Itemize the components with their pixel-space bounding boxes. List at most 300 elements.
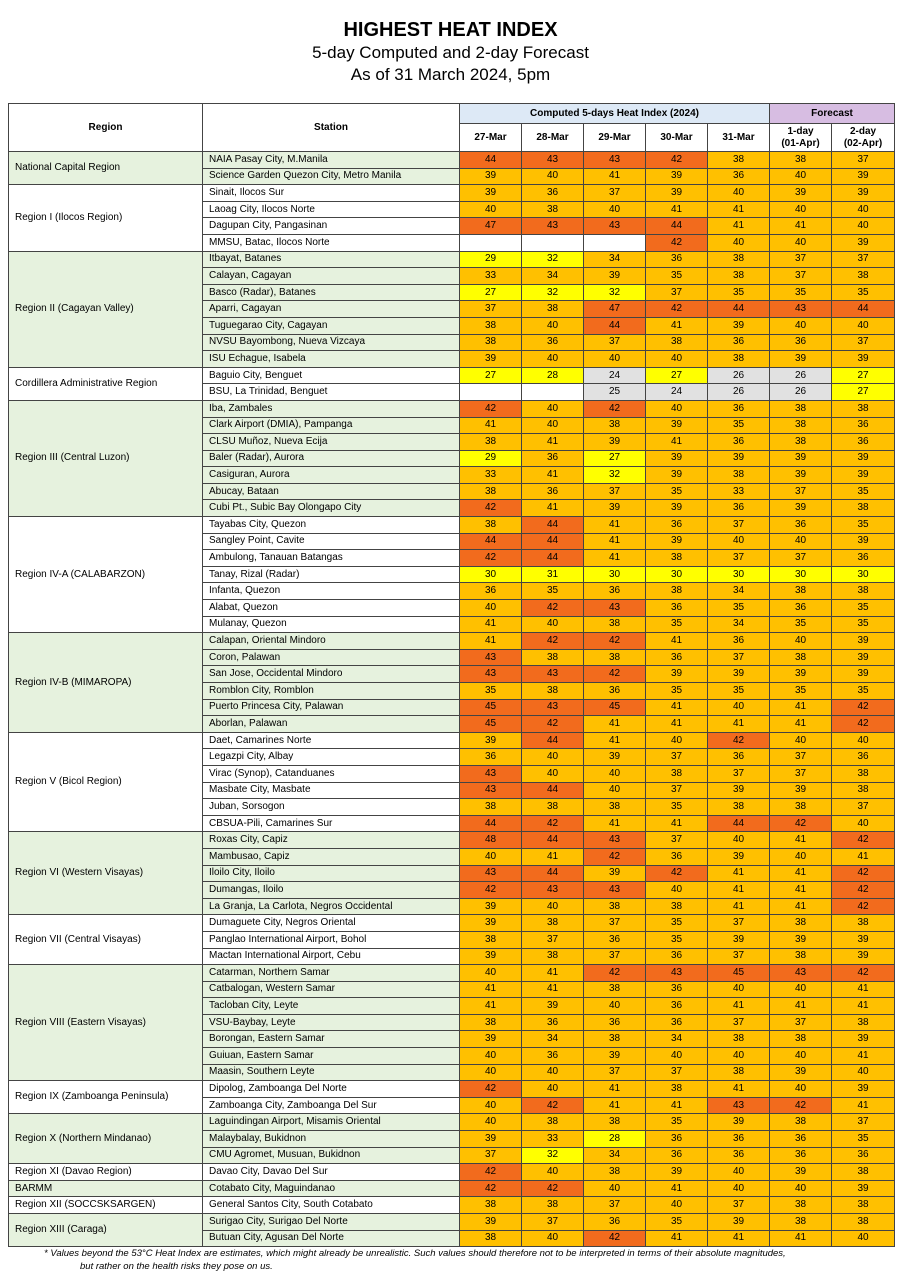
station-cell: Davao City, Davao Del Sur — [203, 1164, 460, 1181]
computed-value-cell: 32 — [522, 284, 584, 301]
computed-value-cell: 39 — [460, 168, 522, 185]
computed-value-cell: 39 — [646, 417, 708, 434]
forecast-value-cell: 39 — [832, 1031, 895, 1048]
station-cell: Alabat, Quezon — [203, 600, 460, 617]
computed-value-cell: 41 — [646, 434, 708, 451]
forecast-value-cell: 37 — [770, 749, 832, 766]
computed-value-cell: 37 — [584, 1064, 646, 1081]
computed-value-cell: 38 — [522, 301, 584, 318]
computed-value-cell: 40 — [646, 732, 708, 749]
computed-value-cell: 38 — [584, 417, 646, 434]
computed-value-cell: 42 — [460, 400, 522, 417]
computed-value-cell: 33 — [460, 268, 522, 285]
station-cell: San Jose, Occidental Mindoro — [203, 666, 460, 683]
forecast-value-cell: 35 — [832, 600, 895, 617]
forecast-value-cell: 41 — [770, 832, 832, 849]
computed-value-cell: 41 — [584, 533, 646, 550]
computed-value-cell: 35 — [646, 915, 708, 932]
computed-value-cell: 27 — [460, 284, 522, 301]
forecast-value-cell: 42 — [832, 865, 895, 882]
computed-value-cell: 38 — [460, 334, 522, 351]
computed-value-cell: 38 — [584, 1114, 646, 1131]
computed-value-cell: 40 — [584, 765, 646, 782]
computed-value-cell: 38 — [460, 1014, 522, 1031]
computed-value-cell: 37 — [584, 334, 646, 351]
computed-value-cell: 39 — [584, 434, 646, 451]
station-cell: Panglao International Airport, Bohol — [203, 931, 460, 948]
computed-value-cell: 41 — [708, 998, 770, 1015]
footnote-line-1: * Values beyond the 53°C Heat Index are estimates, which might already be unrealistic. Such values should therefore not to be interpreted in terms of their absolute magnitudes, — [44, 1248, 786, 1259]
computed-value-cell: 40 — [460, 1064, 522, 1081]
computed-value-cell: 36 — [646, 517, 708, 534]
computed-value-cell: 40 — [522, 1230, 584, 1247]
computed-value-cell: 36 — [646, 948, 708, 965]
forecast-value-cell: 42 — [832, 699, 895, 716]
forecast-value-cell: 38 — [770, 1031, 832, 1048]
computed-value-cell: 36 — [522, 450, 584, 467]
computed-value-cell: 44 — [460, 815, 522, 832]
computed-value-cell: 30 — [584, 566, 646, 583]
computed-value-cell: 36 — [584, 583, 646, 600]
forecast-value-cell: 38 — [770, 417, 832, 434]
computed-value-cell: 36 — [708, 168, 770, 185]
forecast-value-cell: 36 — [832, 434, 895, 451]
computed-value-cell: 37 — [460, 1147, 522, 1164]
forecast-value-cell: 40 — [832, 732, 895, 749]
forecast-value-cell: 42 — [832, 882, 895, 899]
computed-value-cell: 41 — [584, 716, 646, 733]
region-cell: Region III (Central Luzon) — [9, 400, 203, 516]
computed-value-cell: 36 — [708, 1147, 770, 1164]
computed-value-cell: 39 — [708, 666, 770, 683]
computed-value-cell: 39 — [584, 1048, 646, 1065]
forecast-value-cell: 39 — [832, 467, 895, 484]
table-row — [9, 251, 895, 268]
computed-value-cell: 38 — [646, 1081, 708, 1098]
computed-value-cell: 43 — [522, 699, 584, 716]
computed-value-cell: 36 — [584, 1014, 646, 1031]
computed-value-cell: 36 — [646, 981, 708, 998]
heat-index-table — [8, 103, 895, 1247]
forecast-value-cell: 36 — [770, 517, 832, 534]
forecast-value-cell: 37 — [770, 268, 832, 285]
forecast-value-cell: 39 — [770, 1064, 832, 1081]
forecast-value-cell: 40 — [770, 201, 832, 218]
station-cell: Sinait, Ilocos Sur — [203, 185, 460, 202]
forecast-value-cell: 41 — [832, 1048, 895, 1065]
station-cell: Tanay, Rizal (Radar) — [203, 566, 460, 583]
forecast-value-cell: 39 — [832, 533, 895, 550]
computed-value-cell: 42 — [522, 1097, 584, 1114]
computed-value-cell: 40 — [708, 832, 770, 849]
computed-value-cell: 42 — [646, 152, 708, 169]
computed-value-cell: 44 — [584, 317, 646, 334]
computed-value-cell: 43 — [584, 882, 646, 899]
station-cell: Dipolog, Zamboanga Del Norte — [203, 1081, 460, 1098]
computed-value-cell: 37 — [708, 649, 770, 666]
report-title: HIGHEST HEAT INDEX — [343, 19, 558, 41]
computed-value-cell: 40 — [646, 400, 708, 417]
computed-value-cell — [584, 234, 646, 251]
region-cell: Region VIII (Eastern Visayas) — [9, 965, 203, 1081]
forecast-value-cell: 37 — [770, 1014, 832, 1031]
computed-value-cell: 40 — [522, 168, 584, 185]
forecast-value-cell: 38 — [770, 1114, 832, 1131]
forecast-day-header-0: 1-day (01-Apr) — [770, 124, 832, 152]
forecast-value-cell: 38 — [832, 1214, 895, 1231]
forecast-value-cell: 39 — [832, 1081, 895, 1098]
forecast-value-cell: 38 — [770, 434, 832, 451]
computed-value-cell: 36 — [460, 749, 522, 766]
forecast-value-cell: 41 — [832, 981, 895, 998]
computed-value-cell: 41 — [646, 1180, 708, 1197]
computed-value-cell: 40 — [708, 1048, 770, 1065]
computed-value-cell: 36 — [584, 1214, 646, 1231]
computed-value-cell: 35 — [646, 799, 708, 816]
computed-value-cell: 31 — [522, 566, 584, 583]
station-cell: Itbayat, Batanes — [203, 251, 460, 268]
table-row — [9, 1114, 895, 1131]
computed-value-cell: 38 — [584, 1164, 646, 1181]
computed-value-cell: 41 — [646, 201, 708, 218]
station-cell: BSU, La Trinidad, Benguet — [203, 384, 460, 401]
computed-value-cell: 44 — [522, 732, 584, 749]
computed-value-cell: 37 — [708, 1197, 770, 1214]
forecast-value-cell: 42 — [832, 898, 895, 915]
computed-value-cell: 39 — [460, 898, 522, 915]
station-cell: Sangley Point, Cavite — [203, 533, 460, 550]
forecast-value-cell: 38 — [832, 268, 895, 285]
computed-value-cell: 38 — [460, 1197, 522, 1214]
computed-value-cell: 41 — [646, 317, 708, 334]
station-cell: Iba, Zambales — [203, 400, 460, 417]
computed-value-cell: 36 — [646, 1131, 708, 1148]
forecast-value-cell: 38 — [770, 649, 832, 666]
forecast-value-cell: 40 — [770, 533, 832, 550]
computed-value-cell: 41 — [646, 716, 708, 733]
forecast-value-cell: 41 — [770, 865, 832, 882]
forecast-value-cell: 40 — [832, 317, 895, 334]
computed-value-cell: 34 — [584, 251, 646, 268]
station-cell: Malaybalay, Bukidnon — [203, 1131, 460, 1148]
computed-value-cell: 42 — [522, 600, 584, 617]
station-cell: MMSU, Batac, Ilocos Norte — [203, 234, 460, 251]
computed-value-cell: 40 — [646, 351, 708, 368]
forecast-value-cell: 38 — [770, 1197, 832, 1214]
forecast-value-cell: 41 — [770, 998, 832, 1015]
forecast-value-cell: 37 — [832, 799, 895, 816]
computed-value-cell: 36 — [708, 633, 770, 650]
day-header-1: 28-Mar — [522, 124, 584, 152]
forecast-value-cell: 39 — [770, 185, 832, 202]
computed-value-cell: 36 — [522, 185, 584, 202]
forecast-value-cell: 37 — [832, 152, 895, 169]
station-cell: Masbate City, Masbate — [203, 782, 460, 799]
computed-value-cell: 40 — [708, 185, 770, 202]
computed-value-cell: 41 — [584, 168, 646, 185]
station-cell: Maasin, Southern Leyte — [203, 1064, 460, 1081]
computed-value-cell: 37 — [584, 948, 646, 965]
computed-value-cell: 43 — [460, 649, 522, 666]
computed-value-cell: 35 — [708, 600, 770, 617]
computed-value-cell: 39 — [646, 666, 708, 683]
table-row — [9, 732, 895, 749]
computed-value-cell: 38 — [708, 268, 770, 285]
footnote — [44, 1247, 786, 1273]
computed-value-cell: 40 — [522, 400, 584, 417]
region-cell: Region XII (SOCCSKSARGEN) — [9, 1197, 203, 1214]
computed-value-cell: 36 — [646, 848, 708, 865]
computed-value-cell: 45 — [584, 699, 646, 716]
station-cell: NVSU Bayombong, Nueva Vizcaya — [203, 334, 460, 351]
forecast-value-cell: 40 — [770, 317, 832, 334]
computed-value-cell: 39 — [646, 467, 708, 484]
computed-value-cell: 42 — [584, 965, 646, 982]
forecast-value-cell: 41 — [770, 1230, 832, 1247]
forecast-value-cell: 35 — [832, 616, 895, 633]
computed-value-cell: 42 — [460, 550, 522, 567]
forecast-value-cell: 26 — [770, 384, 832, 401]
station-cell: General Santos City, South Cotabato — [203, 1197, 460, 1214]
forecast-value-cell: 39 — [770, 351, 832, 368]
computed-value-cell: 36 — [522, 483, 584, 500]
computed-value-cell — [522, 234, 584, 251]
computed-value-cell: 42 — [584, 666, 646, 683]
station-cell: Calayan, Cagayan — [203, 268, 460, 285]
computed-value-cell: 37 — [646, 832, 708, 849]
computed-value-cell: 40 — [522, 765, 584, 782]
computed-value-cell: 41 — [460, 417, 522, 434]
computed-value-cell: 41 — [708, 201, 770, 218]
computed-value-cell: 39 — [460, 1031, 522, 1048]
computed-value-cell: 35 — [522, 583, 584, 600]
computed-value-cell: 38 — [584, 649, 646, 666]
computed-value-cell: 38 — [460, 434, 522, 451]
day-header-2: 29-Mar — [584, 124, 646, 152]
region-cell: Region VII (Central Visayas) — [9, 915, 203, 965]
computed-value-cell: 42 — [460, 1180, 522, 1197]
computed-value-cell: 41 — [646, 699, 708, 716]
table-row — [9, 185, 895, 202]
station-cell: Tayabas City, Quezon — [203, 517, 460, 534]
station-cell: Tacloban City, Leyte — [203, 998, 460, 1015]
station-cell: Mulanay, Quezon — [203, 616, 460, 633]
computed-value-cell: 29 — [460, 251, 522, 268]
computed-value-cell: 39 — [584, 749, 646, 766]
forecast-value-cell: 26 — [770, 367, 832, 384]
computed-value-cell: 38 — [460, 931, 522, 948]
computed-value-cell: 45 — [460, 699, 522, 716]
station-cell: Daet, Camarines Norte — [203, 732, 460, 749]
computed-value-cell: 39 — [584, 865, 646, 882]
forecast-value-cell: 39 — [832, 666, 895, 683]
computed-value-cell: 39 — [646, 1164, 708, 1181]
region-column-header: Region — [9, 104, 203, 152]
station-cell: VSU-Baybay, Leyte — [203, 1014, 460, 1031]
station-cell: Dagupan City, Pangasinan — [203, 218, 460, 235]
station-cell: Laoag City, Ilocos Norte — [203, 201, 460, 218]
computed-value-cell: 40 — [584, 998, 646, 1015]
computed-value-cell: 41 — [708, 716, 770, 733]
computed-value-cell: 37 — [522, 1214, 584, 1231]
forecast-value-cell: 41 — [770, 882, 832, 899]
computed-value-cell: 41 — [522, 981, 584, 998]
heat-index-body — [9, 152, 895, 1247]
computed-value-cell: 44 — [522, 550, 584, 567]
computed-value-cell: 39 — [708, 1214, 770, 1231]
region-cell: Region VI (Western Visayas) — [9, 832, 203, 915]
station-cell: Clark Airport (DMIA), Pampanga — [203, 417, 460, 434]
computed-value-cell: 37 — [708, 550, 770, 567]
station-cell: Iloilo City, Iloilo — [203, 865, 460, 882]
computed-value-cell: 39 — [584, 500, 646, 517]
computed-value-cell: 38 — [646, 898, 708, 915]
station-cell: Dumangas, Iloilo — [203, 882, 460, 899]
computed-value-cell: 37 — [584, 185, 646, 202]
forecast-value-cell: 36 — [832, 550, 895, 567]
computed-value-cell: 38 — [460, 1230, 522, 1247]
forecast-value-cell: 38 — [832, 1014, 895, 1031]
station-cell: Butuan City, Agusan Del Norte — [203, 1230, 460, 1247]
forecast-value-cell: 35 — [770, 616, 832, 633]
computed-value-cell: 39 — [460, 185, 522, 202]
computed-value-cell: 36 — [708, 1131, 770, 1148]
forecast-value-cell: 36 — [832, 749, 895, 766]
computed-value-cell: 26 — [708, 384, 770, 401]
computed-value-cell: 37 — [708, 517, 770, 534]
forecast-value-cell: 40 — [770, 168, 832, 185]
forecast-value-cell: 36 — [832, 417, 895, 434]
station-cell: Abucay, Bataan — [203, 483, 460, 500]
computed-value-cell: 39 — [708, 931, 770, 948]
computed-value-cell: 37 — [646, 749, 708, 766]
computed-value-cell: 41 — [522, 467, 584, 484]
station-cell: Roxas City, Capiz — [203, 832, 460, 849]
forecast-value-cell: 38 — [832, 1197, 895, 1214]
station-cell: Catarman, Northern Samar — [203, 965, 460, 982]
computed-value-cell: 35 — [460, 683, 522, 700]
computed-value-cell: 40 — [646, 882, 708, 899]
forecast-value-cell: 38 — [832, 400, 895, 417]
computed-value-cell: 36 — [522, 334, 584, 351]
computed-value-cell: 44 — [460, 533, 522, 550]
computed-value-cell: 42 — [460, 1164, 522, 1181]
computed-value-cell: 37 — [460, 301, 522, 318]
forecast-value-cell: 39 — [832, 234, 895, 251]
computed-value-cell: 42 — [646, 301, 708, 318]
computed-value-cell: 30 — [460, 566, 522, 583]
station-cell: Calapan, Oriental Mindoro — [203, 633, 460, 650]
forecast-value-cell: 39 — [770, 450, 832, 467]
computed-value-cell: 40 — [460, 600, 522, 617]
station-cell: Cubi Pt., Subic Bay Olongapo City — [203, 500, 460, 517]
forecast-value-cell: 41 — [832, 998, 895, 1015]
computed-value-cell: 38 — [460, 483, 522, 500]
table-row — [9, 965, 895, 982]
region-cell: Region V (Bicol Region) — [9, 732, 203, 832]
computed-value-cell: 40 — [522, 749, 584, 766]
computed-value-cell: 38 — [522, 649, 584, 666]
computed-value-cell: 34 — [522, 1031, 584, 1048]
region-cell: Region I (Ilocos Region) — [9, 185, 203, 251]
computed-value-cell: 36 — [646, 649, 708, 666]
computed-value-cell: 40 — [522, 1081, 584, 1098]
computed-value-cell: 41 — [584, 550, 646, 567]
computed-value-cell: 36 — [522, 1048, 584, 1065]
table-row — [9, 1081, 895, 1098]
computed-value-cell: 33 — [522, 1131, 584, 1148]
region-cell: Region X (Northern Mindanao) — [9, 1114, 203, 1164]
report-date: As of 31 March 2024, 5pm — [350, 65, 551, 84]
computed-value-cell: 37 — [708, 915, 770, 932]
computed-value-cell: 35 — [708, 417, 770, 434]
computed-value-cell: 36 — [646, 1147, 708, 1164]
computed-value-cell: 39 — [646, 185, 708, 202]
forecast-value-cell: 40 — [770, 633, 832, 650]
computed-value-cell: 40 — [460, 848, 522, 865]
table-row — [9, 517, 895, 534]
computed-value-cell: 34 — [708, 583, 770, 600]
computed-value-cell: 41 — [584, 1097, 646, 1114]
region-cell: Region XIII (Caraga) — [9, 1214, 203, 1247]
forecast-value-cell: 38 — [832, 915, 895, 932]
forecast-value-cell: 37 — [832, 334, 895, 351]
computed-value-cell: 38 — [584, 1031, 646, 1048]
computed-value-cell: 36 — [646, 1014, 708, 1031]
computed-value-cell: 32 — [584, 467, 646, 484]
computed-value-cell: 39 — [460, 732, 522, 749]
computed-value-cell: 41 — [460, 633, 522, 650]
computed-value-cell: 41 — [584, 1081, 646, 1098]
forecast-value-cell: 27 — [832, 367, 895, 384]
footnote-line-2: but rather on the health risks they pose on us. — [80, 1261, 273, 1272]
station-cell: ISU Echague, Isabela — [203, 351, 460, 368]
computed-value-cell: 47 — [460, 218, 522, 235]
computed-value-cell: 38 — [522, 948, 584, 965]
station-cell: Dumaguete City, Negros Oriental — [203, 915, 460, 932]
forecast-value-cell: 36 — [770, 1131, 832, 1148]
computed-value-cell: 30 — [708, 566, 770, 583]
computed-value-cell: 40 — [522, 1064, 584, 1081]
computed-value-cell: 43 — [522, 152, 584, 169]
computed-value-cell: 44 — [522, 533, 584, 550]
forecast-value-cell: 35 — [770, 284, 832, 301]
computed-value-cell: 36 — [522, 1014, 584, 1031]
forecast-value-cell: 44 — [832, 301, 895, 318]
computed-value-cell: 44 — [708, 301, 770, 318]
forecast-value-cell: 38 — [770, 799, 832, 816]
computed-value-cell: 38 — [708, 351, 770, 368]
computed-value-cell: 39 — [584, 268, 646, 285]
computed-value-cell: 43 — [522, 218, 584, 235]
computed-value-cell: 39 — [708, 782, 770, 799]
computed-value-cell: 36 — [708, 434, 770, 451]
station-cell: Science Garden Quezon City, Metro Manila — [203, 168, 460, 185]
computed-value-cell: 37 — [708, 948, 770, 965]
forecast-value-cell: 43 — [770, 301, 832, 318]
forecast-value-cell: 35 — [832, 683, 895, 700]
computed-value-cell: 37 — [708, 1014, 770, 1031]
day-header-3: 30-Mar — [646, 124, 708, 152]
region-cell: BARMM — [9, 1180, 203, 1197]
computed-value-cell: 40 — [522, 616, 584, 633]
computed-value-cell: 41 — [522, 965, 584, 982]
forecast-day-header-1: 2-day (02-Apr) — [832, 124, 895, 152]
computed-value-cell: 41 — [584, 732, 646, 749]
forecast-value-cell: 35 — [770, 683, 832, 700]
forecast-value-cell: 39 — [770, 500, 832, 517]
computed-value-cell: 44 — [708, 815, 770, 832]
